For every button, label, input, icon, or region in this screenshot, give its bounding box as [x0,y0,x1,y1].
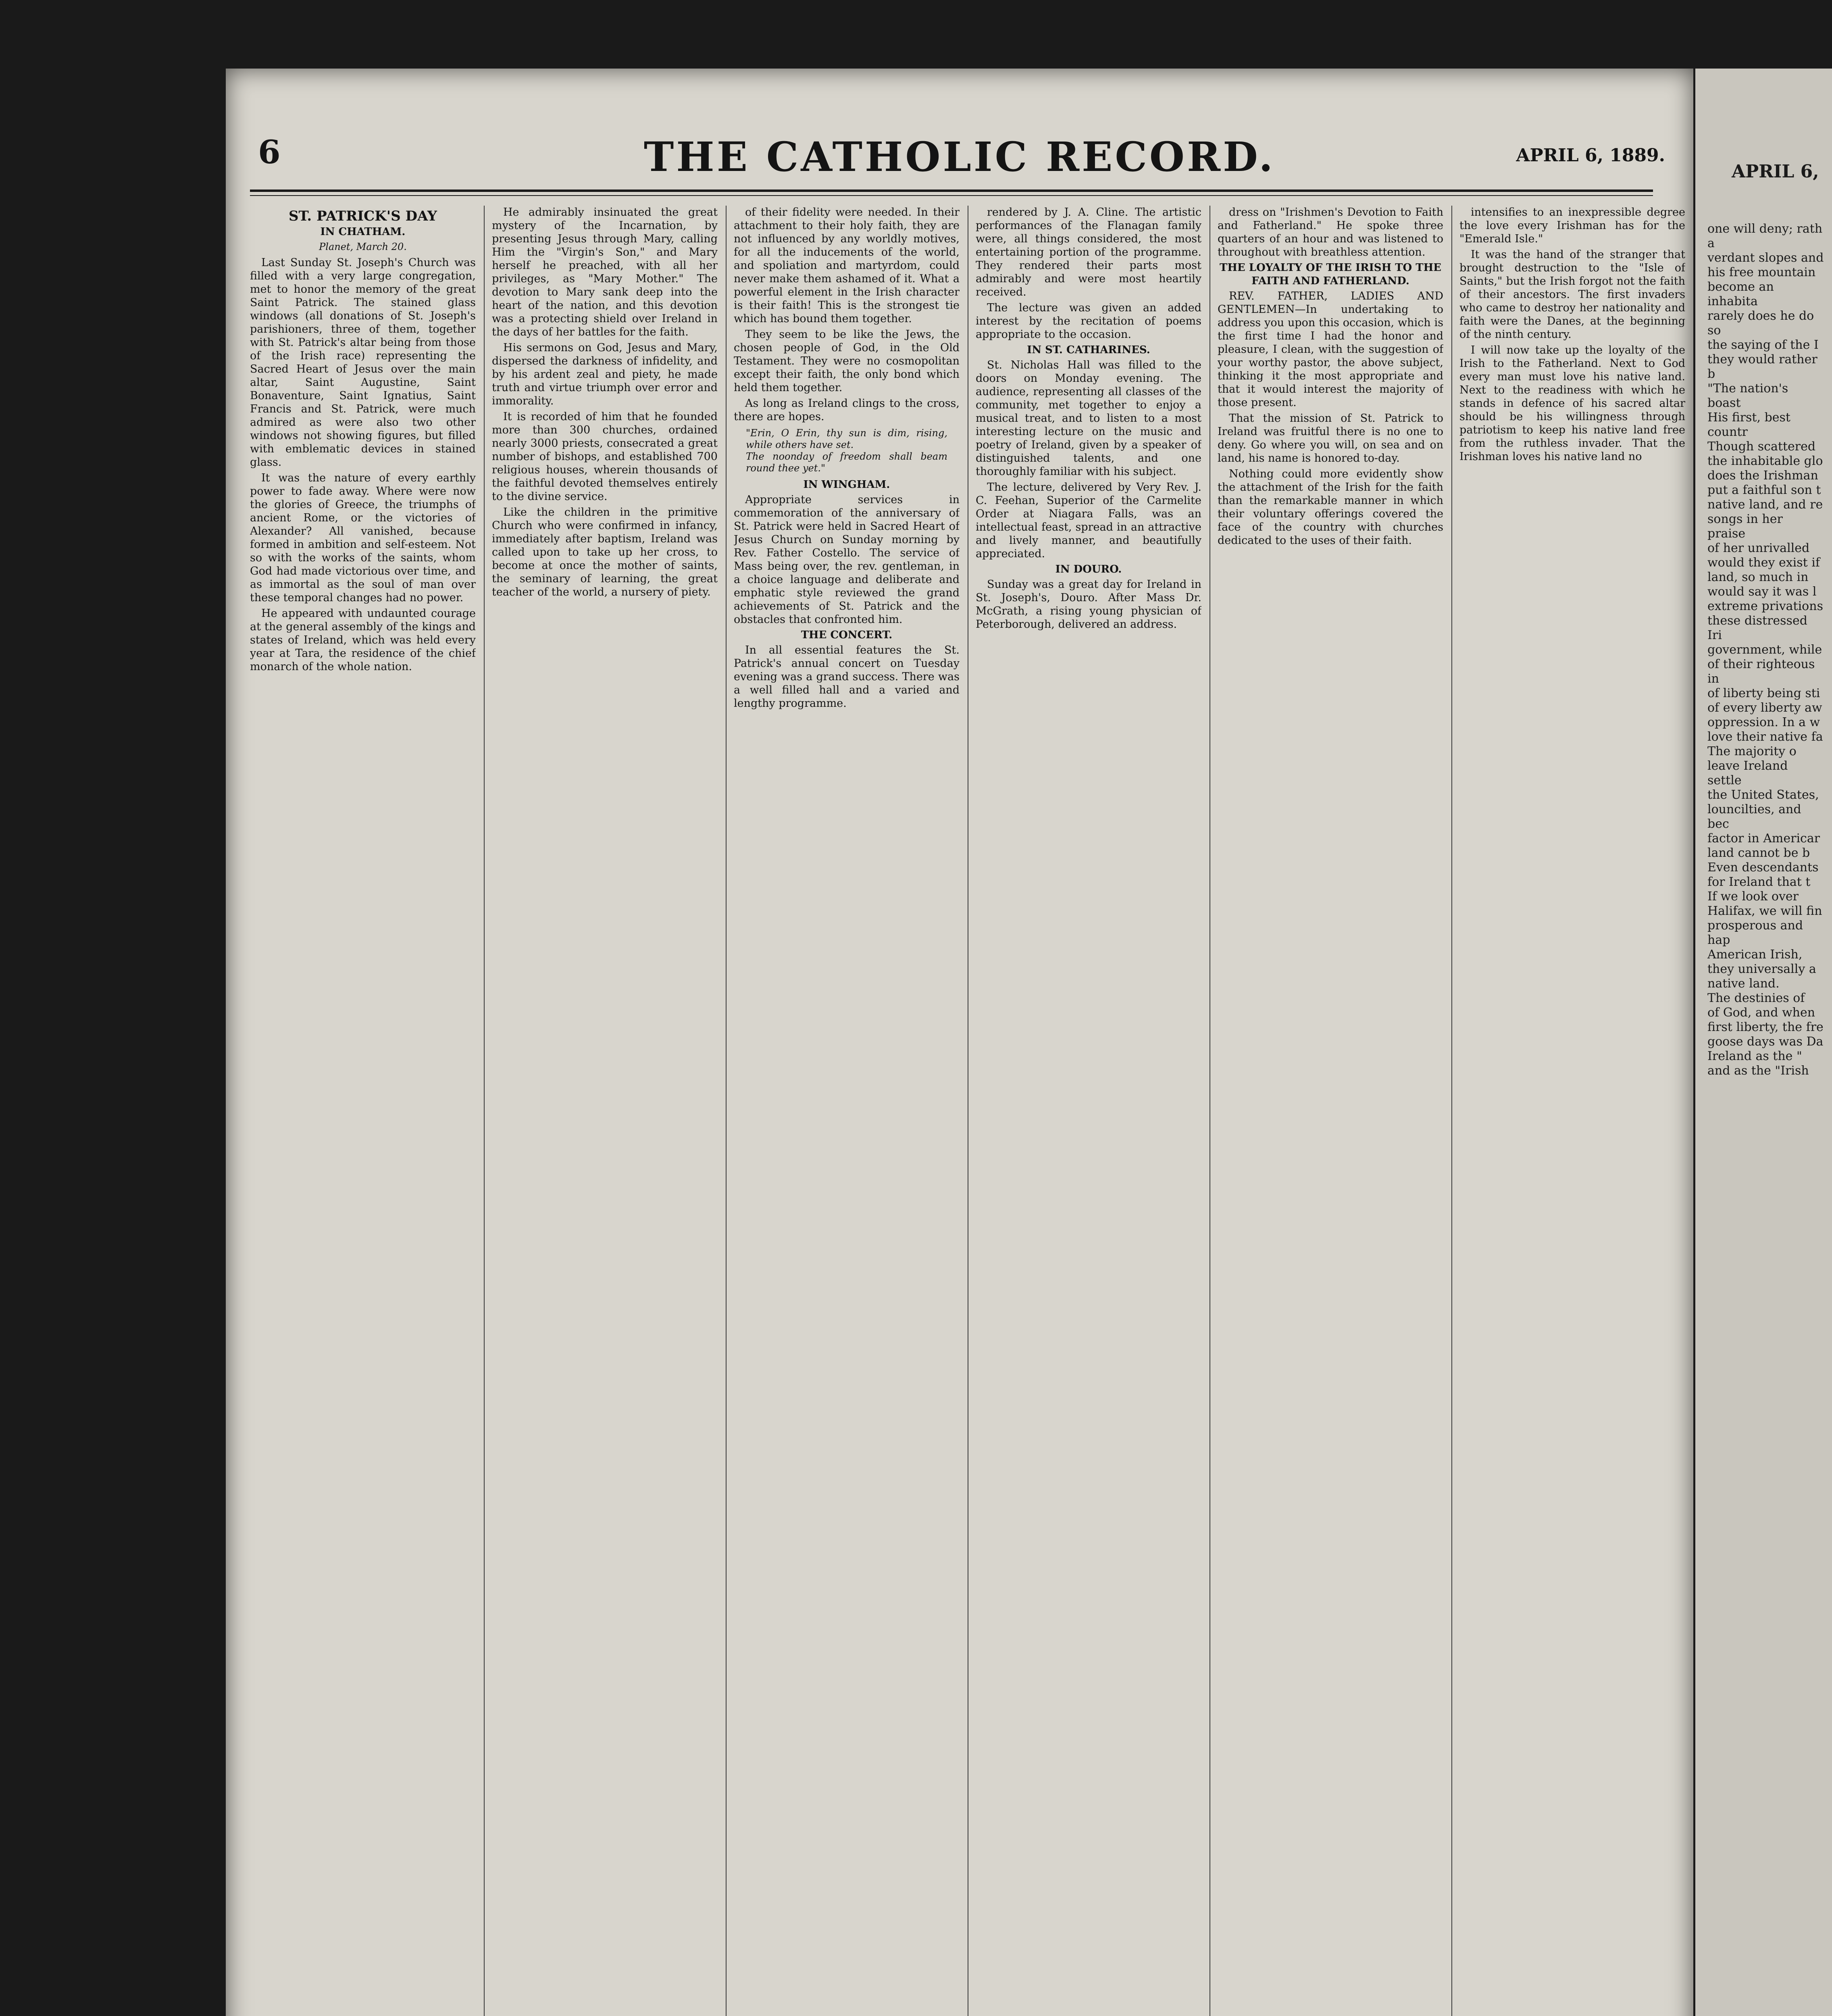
column-6 [1459,206,1685,466]
paragraph: It is recorded of him that he founded more than 300 churches, ordained nearly 3000 priests, consecrated a great number of bishops, and established 700 religious houses, wherein thousands of the faithful devoted themselves entirely to the divine service. [492,410,718,503]
newspaper-title: THE CATHOLIC RECORD. [643,133,1276,181]
paragraph: I will now take up the loyalty of the Irish to the Fatherland. Next to God every man must love his native land. Next to the readiness with which he stands in defence of his sacred altar should be his willingness through patriotism to keep his native land free from the ruthless invader. That the Irishman loves his native land no [1459,344,1685,463]
paragraph: dress on "Irishmen's Devotion to Faith and Fatherland." He spoke three quarters of an hour and was listened to throughout with breathless attention. [1218,206,1443,258]
column-divider [726,206,727,2016]
article-heading: ST. PATRICK'S DAY [288,208,437,224]
paragraph: The lecture was given an added interest by the recitation of poems appropriate to the occasion. [976,302,1201,341]
page-number: 6 [258,133,281,171]
paragraph: The lecture, delivered by Very Rev. J. C. Feehan, Superior of the Carmelite Order at Niagara Falls, was an intellectual feast, spread in an attractive and lively manner, and beautifully appreciated. [976,481,1201,560]
paragraph: They seem to be like the Jews, the chosen people of God, in the Old Testament. They were no cosmopolitan except their faith, the only bond which held them together. [734,328,960,394]
column-1 [250,206,476,676]
paragraph: rendered by J. A. Cline. The artistic performances of the Flanagan family were, all things considered, the most entertaining portion of the programme. They rendered their parts most admirably and were most heartily received. [976,206,1201,298]
adjacent-page-edge [1695,69,1832,2016]
article-subheading: IN DOURO. [1055,563,1122,575]
article-subheading: IN CHATHAM. [320,226,406,238]
verse: "Erin, O Erin, thy sun is dim, rising, while others have set. The noonday of freedom shall beam round thee yet." [746,427,947,474]
column-divider [1451,206,1452,2016]
article-subheading: IN WINGHAM. [803,479,890,491]
paragraph: He appeared with undaunted courage at the general assembly of the kings and states of Ireland, which was held every year at Tara, the residence of the chief monarch of the whole nation. [250,607,476,673]
paragraph: Last Sunday St. Joseph's Church was filled with a very large congregation, met to honor the memory of the great Saint Patrick. The stained glass windows (all donations of St. Joseph's parishioners, three of them, together with St. Patrick's altar being from those of the Irish race) representing the Sacred Heart of Jesus over the main altar, Saint Augustine, Saint Bonaventure, Saint Ignatius, Saint Francis and St. Patrick, were much admired as were also two other windows not showing figures, but filled with emblematic devices in stained glass. [250,256,476,469]
paragraph: of their fidelity were needed. In their attachment to their holy faith, they are not influenced by any worldly motives, for all the inducements of the world, and spoliation and martyrdom, could never make them ashamed of it. What a powerful element in the Irish character is their faith! This is the strongest tie which has bound them together. [734,206,960,325]
issue-date: APRIL 6, 1889. [1516,145,1665,166]
paragraph: He admirably insinuated the great mystery of the Incarnation, by presenting Jesus through Mary, calling Him the "Virgin's Son," and Mary herself he preached, with all her privileges, as "Mary Mother." The devotion to Mary sank deep into the heart of the nation, and this devotion was a protecting shield over Ireland in the days of her battles for the faith. [492,206,718,338]
paragraph: It was the nature of every earthly power to fade away. Where were now the glories of Greece, the triumphs of ancient Rome, or the victories of Alexander? All vanished, because formed in ambition and self-esteem. Not so with the works of the saints, whom God had made victorious over time, and as immortal as the soul of man over these temporal changes had no power. [250,472,476,604]
concert-subheading: THE CONCERT. [801,629,893,641]
column-divider [484,206,485,2016]
paragraph: It was the hand of the stranger that brought destruction to the "Isle of Saints," but the Irish forgot not the faith of their ancestors. The first invaders who came to destroy her nationality and faith were the Danes, at the beginning of the ninth century. [1459,248,1685,341]
paragraph: St. Nicholas Hall was filled to the doors on Monday evening. The audience, representing all classes of the community, met together to enjoy a musical treat, and to listen to a most interesting lecture on the music and poetry of Ireland, given by a speaker of distinguished talents, and one thoroughly familiar with his subject. [976,359,1201,478]
paragraph: In all essential features the St. Patrick's annual concert on Tuesday evening was a grand success. There was a well filled hall and a varied and lengthy programme. [734,644,960,710]
newspaper-page [226,69,1693,2016]
adjacent-page-text: one will deny; rath a verdant slopes and his free mountain become an inhabita rarely does he do so the saying of the I they would rather b "The nation's boast His first, best countr Though scattered the inhabitable glo does the Irishman put a faithful son t native land, and re songs in her praise of her unrivalled would they exist if land, so much in would say it was l extreme privations these distressed Iri government, while of their righteous in of liberty being sti of every liberty aw oppression. In a w love their native fa The majority o leave Ireland settle the United States, louncilties, and bec factor in Americar land cannot be b Even descendants for Ireland that t If we look over Halifax, we will fin prosperous and hap American Irish, they universally a native land. The destinies of of God, and when first liberty, the fre goose days was Da Ireland as the " and as the "Irish [1707,222,1824,1078]
column-5 [1218,206,1443,550]
paragraph: That the mission of St. Patrick to Ireland was fruitful there is no one to deny. Go where you will, on sea and on land, his name is honored to-day. [1218,412,1443,464]
paragraph: intensifies to an inexpressible degree the love every Irishman has for the "Emerald Isle." [1459,206,1685,245]
column-2 [492,206,718,601]
paragraph: Sunday was a great day for Ireland in St. Joseph's, Douro. After Mass Dr. McGrath, a rising young physician of Peterborough, delivered an address. [976,578,1201,631]
masthead [238,117,1681,190]
adjacent-page-date: APRIL 6, [1732,161,1819,182]
paragraph: As long as Ireland clings to the cross, there are hopes. [734,397,960,423]
paragraph: Nothing could more evidently show the attachment of the Irish for the faith than the remarkable manner in which their voluntary offerings covered the face of the country with churches dedicated to the uses of their faith. [1218,468,1443,547]
article-subheading: IN ST. CATHARINES. [1027,344,1150,356]
lecture-title: THE LOYALTY OF THE IRISH TO THE FAITH AND FATHERLAND. [1220,262,1441,287]
column-3 [734,206,960,712]
paragraph: Appropriate services in commemoration of the anniversary of St. Patrick were held in Sacred Heart of Jesus Church on Sunday morning by Rev. Father Costello. The service of Mass being over, the rev. gentleman, in a choice language and deliberate and emphatic style reviewed the grand achievements of St. Patrick and the obstacles that confronted him. [734,494,960,626]
paragraph: Like the children in the primitive Church who were confirmed in infancy, immediately after baptism, Ireland was called upon to take up her cross, to become at once the mother of saints, the seminary of learning, the great teacher of the world, a nursery of piety. [492,506,718,598]
paragraph: REV. FATHER, LADIES AND GENTLEMEN—In undertaking to address you upon this occasion, which is the first time I had the honor and pleasure, I clean, with the suggestion of your worthy pastor, the above subject, thinking it the most appropriate and that it would interest the majority of those present. [1218,290,1443,409]
article-dateline: Planet, March 20. [319,241,407,252]
column-4 [976,206,1201,633]
masthead-rule [250,190,1653,192]
masthead-rule-thin [250,195,1653,196]
paragraph: His sermons on God, Jesus and Mary, dispersed the darkness of infidelity, and by his ardent zeal and piety, he made truth and virtue triumph over error and immorality. [492,342,718,407]
